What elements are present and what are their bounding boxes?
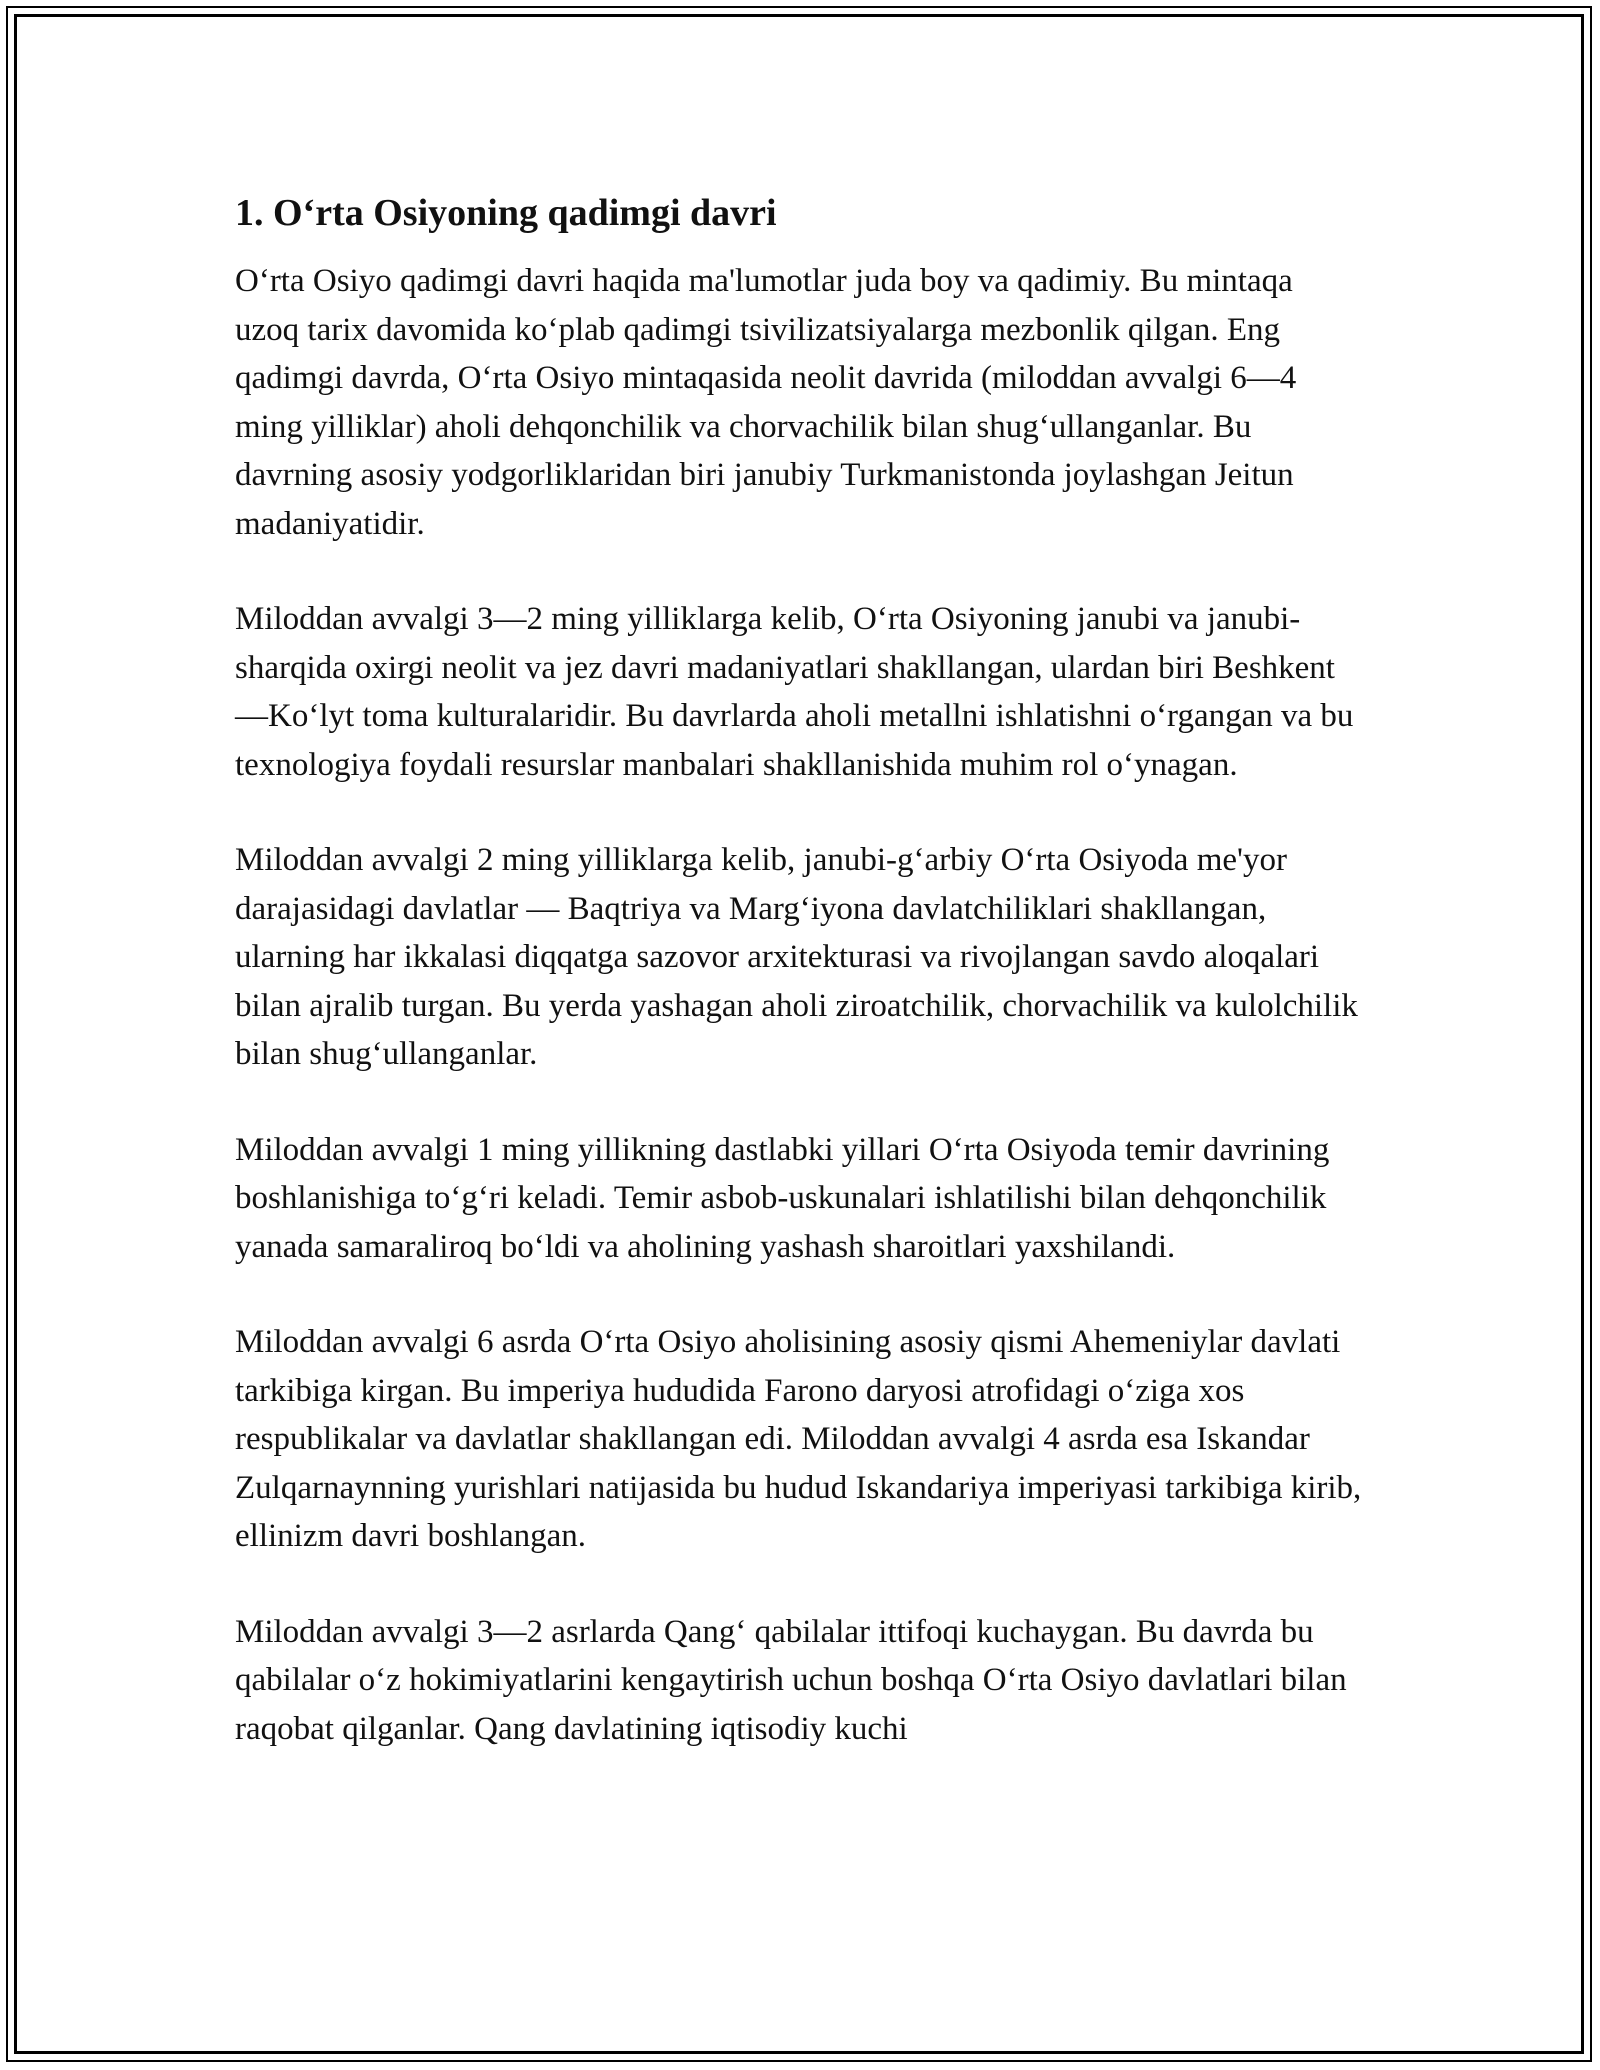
paragraph-1: O‘rta Osiyo qadimgi davri haqida ma'lumotlar juda boy va qadimiy. Bu mintaqa uzoq tarix davomida ko‘plab qadimgi tsivilizatsiyalarga mezbonlik qilgan. Eng qadimgi davrda, O‘rta Osiyo mintaqasida neolit davrida (miloddan avvalgi 6—4 ming yilliklar) aholi dehqonchilik va chorvachilik bilan shug‘ullanganlar. Bu davrning asosiy yodgorliklaridan biri janubiy Turkmanistonda joylashgan Jeitun madaniyatidir.	[235, 263, 1297, 542]
document-body	[235, 185, 1365, 1800]
paragraph-4: Miloddan avvalgi 1 ming yillikning dastlabki yillari O‘rta Osiyoda temir davrining boshlanishiga to‘g‘ri keladi. Temir asbob-uskunalari ishlatilishi bilan dehqonchilik yanada samaraliroq bo‘ldi va aholining yashash sharoitlari yaxshilandi.	[235, 1131, 1330, 1265]
paragraph-5: Miloddan avvalgi 6 asrda O‘rta Osiyo aholisining asosiy qismi Ahemeniylar davlati tarkibiga kirgan. Bu imperiya hududida Farono daryosi atrofidagi o‘ziga xos respublikalar va davlatlar shakllangan edi. Miloddan avvalgi 4 asrda esa Iskandar Zulqarnaynning yurishlari natijasida bu hudud Iskandariya imperiyasi tarkibiga kirib, ellinizm davri boshlangan.	[235, 1324, 1362, 1554]
paragraph-6: Miloddan avvalgi 3—2 asrlarda Qang‘ qabilalar ittifoqi kuchaygan. Bu davrda bu qabilalar o‘z hokimiyatlarini kengaytirish uchun boshqa O‘rta Osiyo davlatlari bilan raqobat qilganlar. Qang davlatining iqtisodiy kuchi	[235, 1613, 1347, 1747]
paragraph-2: Miloddan avvalgi 3—2 ming yilliklarga kelib, O‘rta Osiyoning janubi va janubi-sharqida oxirgi neolit va jez davri madaniyatlari shakllangan, ulardan biri Beshkent—Ko‘lyt toma kulturalaridir. Bu davrlarda aholi metallni ishlatishni o‘rgangan va bu texnologiya foydali resurslar manbalari shakllanishida muhim rol o‘ynagan.	[235, 601, 1354, 783]
paragraph-3: Miloddan avvalgi 2 ming yilliklarga kelib, janubi-g‘arbiy O‘rta Osiyoda me'yor darajasidagi davlatlar — Baqtriya va Marg‘iyona davlatchiliklari shakllangan, ularning har ikkalasi diqqatga sazovor arxitekturasi va rivojlangan savdo aloqalari bilan ajralib turgan. Bu yerda yashagan aholi ziroatchilik, chorvachilik va kulolchilik bilan shug‘ullanganlar.	[235, 842, 1358, 1072]
section-heading: 1. O‘rta Osiyoning qadimgi davri	[235, 192, 777, 234]
